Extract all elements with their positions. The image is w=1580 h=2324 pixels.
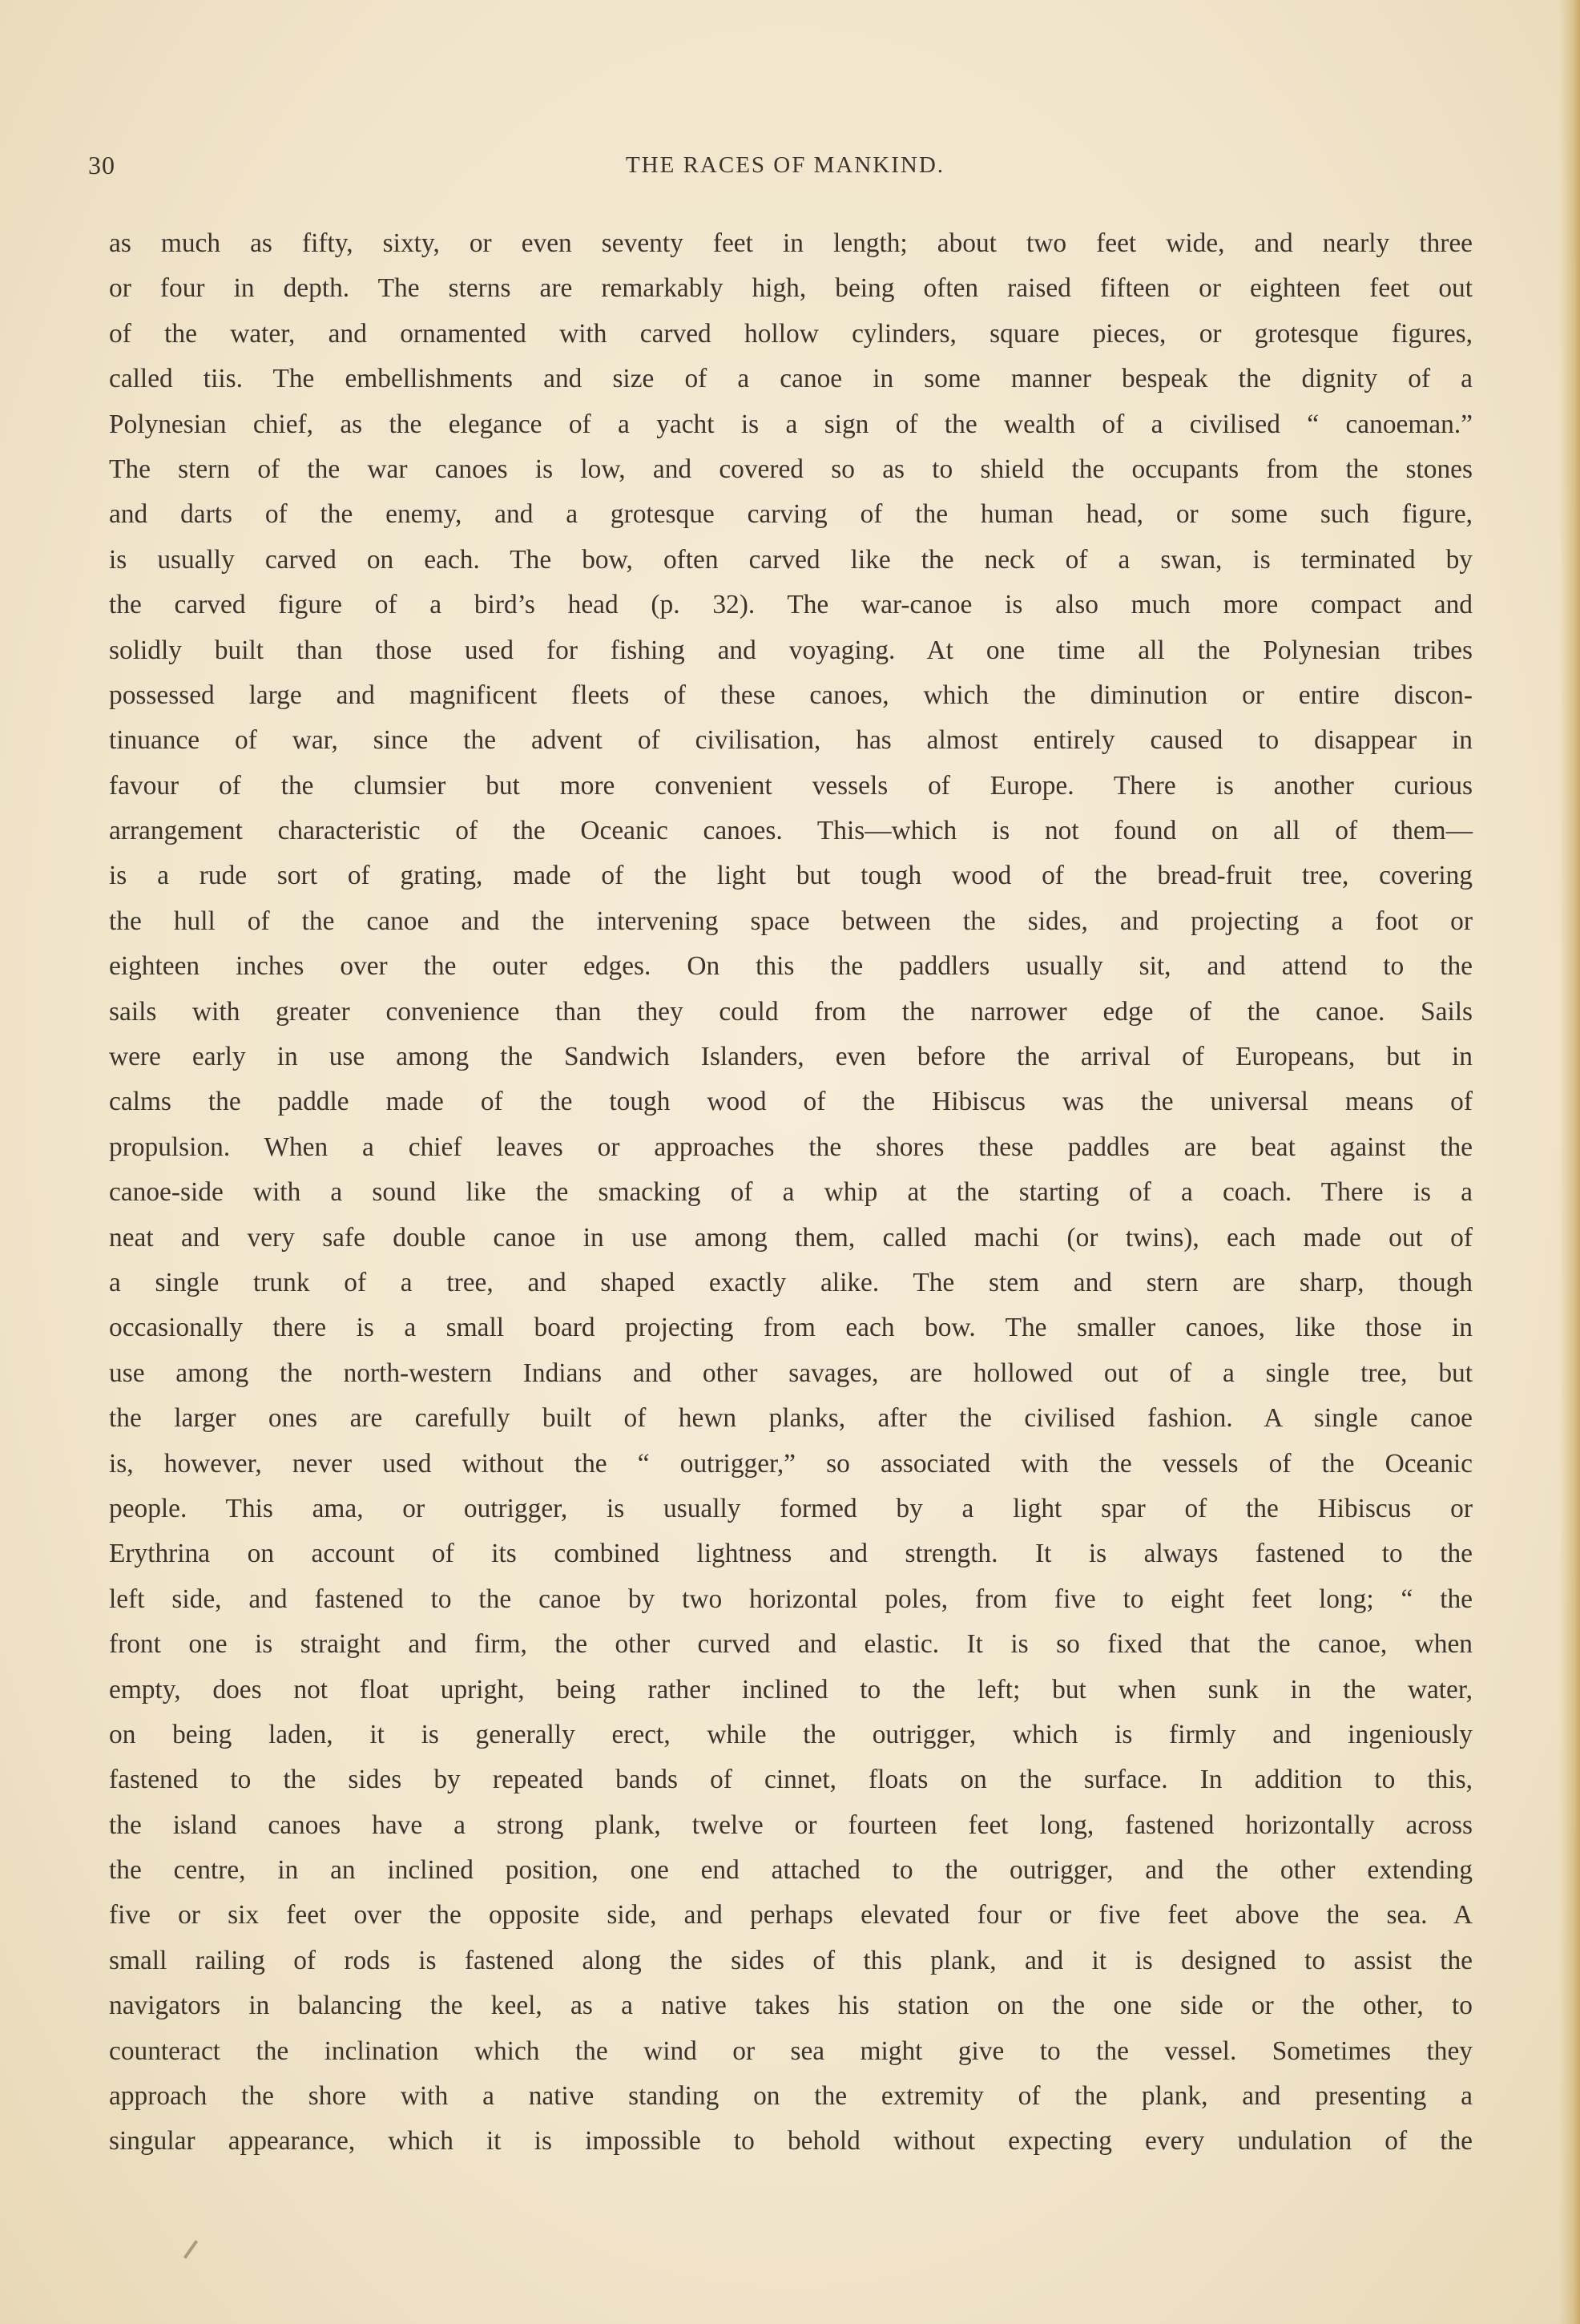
text-line: the island canoes have a strong plank, twelve or fourteen feet long, fastened horizontally across [109, 1810, 1473, 1840]
text-line: is usually carved on each. The bow, often carved like the neck of a swan, is terminated by [109, 544, 1473, 575]
text-line: a single trunk of a tree, and shaped exactly alike. The stem and stern are sharp, though [109, 1267, 1473, 1297]
text-line: sails with greater convenience than they could from the narrower edge of the canoe. Sails [109, 996, 1473, 1027]
text-line: Erythrina on account of its combined lightness and strength. It is always fastened to the [109, 1539, 1473, 1569]
page-edge-shading [1559, 0, 1580, 2324]
stray-ink-mark [183, 2240, 198, 2259]
text-line: empty, does not float upright, being rather inclined to the left; but when sunk in the water, [109, 1674, 1473, 1705]
text-line: solidly built than those used for fishing and voyaging. At one time all the Polynesian tribes [109, 635, 1473, 665]
text-line: of the water, and ornamented with carved hollow cylinders, square pieces, or grotesque figures, [109, 318, 1473, 349]
text-line: favour of the clumsier but more convenient vessels of Europe. There is another curious [109, 770, 1473, 801]
text-line: front one is straight and firm, the other curved and elastic. It is so fixed that the canoe, when [109, 1629, 1473, 1660]
text-line: tinuance of war, since the advent of civilisation, has almost entirely caused to disappear in [109, 725, 1473, 756]
running-title: THE RACES OF MANKIND. [625, 152, 945, 178]
text-line: propulsion. When a chief leaves or approaches the shores these paddles are beat against the [109, 1132, 1473, 1162]
text-line: counteract the inclination which the wind or sea might give to the vessel. Sometimes they [109, 2036, 1473, 2066]
text-line: canoe-side with a sound like the smacking of a whip at the starting of a coach. There is a [109, 1177, 1473, 1208]
text-line: or four in depth. The sterns are remarkably high, being often raised fifteen or eighteen feet out [109, 273, 1473, 304]
text-line: small railing of rods is fastened along the sides of this plank, and it is designed to assist the [109, 1945, 1473, 1975]
text-line: the centre, in an inclined position, one end attached to the outrigger, and the other extending [109, 1855, 1473, 1886]
text-line: calms the paddle made of the tough wood of the Hibiscus was the universal means of [109, 1087, 1473, 1117]
text-line: as much as fifty, sixty, or even seventy feet in length; about two feet wide, and nearly three [109, 228, 1473, 258]
page-header [88, 151, 1482, 191]
text-line: Polynesian chief, as the elegance of a yacht is a sign of the wealth of a civilised “ canoeman.” [109, 409, 1473, 439]
text-line: possessed large and magnificent fleets of these canoes, which the diminution or entire discon- [109, 680, 1473, 710]
text-line: five or six feet over the opposite side, and perhaps elevated four or five feet above the sea. A [109, 1900, 1473, 1931]
text-line: is, however, never used without the “ outrigger,” so associated with the vessels of the Oceanic [109, 1448, 1473, 1479]
page-number: 30 [88, 151, 115, 180]
text-line: use among the north-western Indians and other savages, are hollowed out of a single tree, but [109, 1358, 1473, 1388]
text-line: arrangement characteristic of the Oceanic canoes. This—which is not found on all of them— [109, 816, 1473, 846]
text-line: were early in use among the Sandwich Islanders, even before the arrival of Europeans, but in [109, 1042, 1473, 1072]
text-line: eighteen inches over the outer edges. On this the paddlers usually sit, and attend to the [109, 951, 1473, 982]
text-line: the larger ones are carefully built of hewn planks, after the civilised fashion. A single canoe [109, 1403, 1473, 1434]
text-line: on being laden, it is generally erect, while the outrigger, which is firmly and ingeniously [109, 1719, 1473, 1749]
text-line: and darts of the enemy, and a grotesque carving of the human head, or some such figure, [109, 499, 1473, 530]
text-line: the carved figure of a bird’s head (p. 32). The war-canoe is also much more compact and [109, 590, 1473, 620]
text-line: the hull of the canoe and the intervening space between the sides, and projecting a foot or [109, 906, 1473, 936]
text-line: navigators in balancing the keel, as a native takes his station on the one side or the other, to [109, 1991, 1473, 2021]
text-line: is a rude sort of grating, made of the light but tough wood of the bread-fruit tree, covering [109, 861, 1473, 891]
text-line: occasionally there is a small board projecting from each bow. The smaller canoes, like those in [109, 1313, 1473, 1343]
text-line: people. This ama, or outrigger, is usually formed by a light spar of the Hibiscus or [109, 1493, 1473, 1523]
text-line: approach the shore with a native standing on the extremity of the plank, and presenting a [109, 2081, 1473, 2112]
text-line: left side, and fastened to the canoe by two horizontal poles, from five to eight feet long; “ the [109, 1584, 1473, 1614]
text-line: called tiis. The embellishments and size of a canoe in some manner bespeak the dignity of a [109, 364, 1473, 394]
text-line: singular appearance, which it is impossible to behold without expecting every undulation of the [109, 2126, 1473, 2157]
text-line: fastened to the sides by repeated bands of cinnet, floats on the surface. In addition to this, [109, 1765, 1473, 1795]
text-line: neat and very safe double canoe in use among them, called machi (or twins), each made out of [109, 1222, 1473, 1253]
body-text [109, 221, 1473, 2165]
text-line: The stern of the war canoes is low, and covered so as to shield the occupants from the stones [109, 454, 1473, 484]
